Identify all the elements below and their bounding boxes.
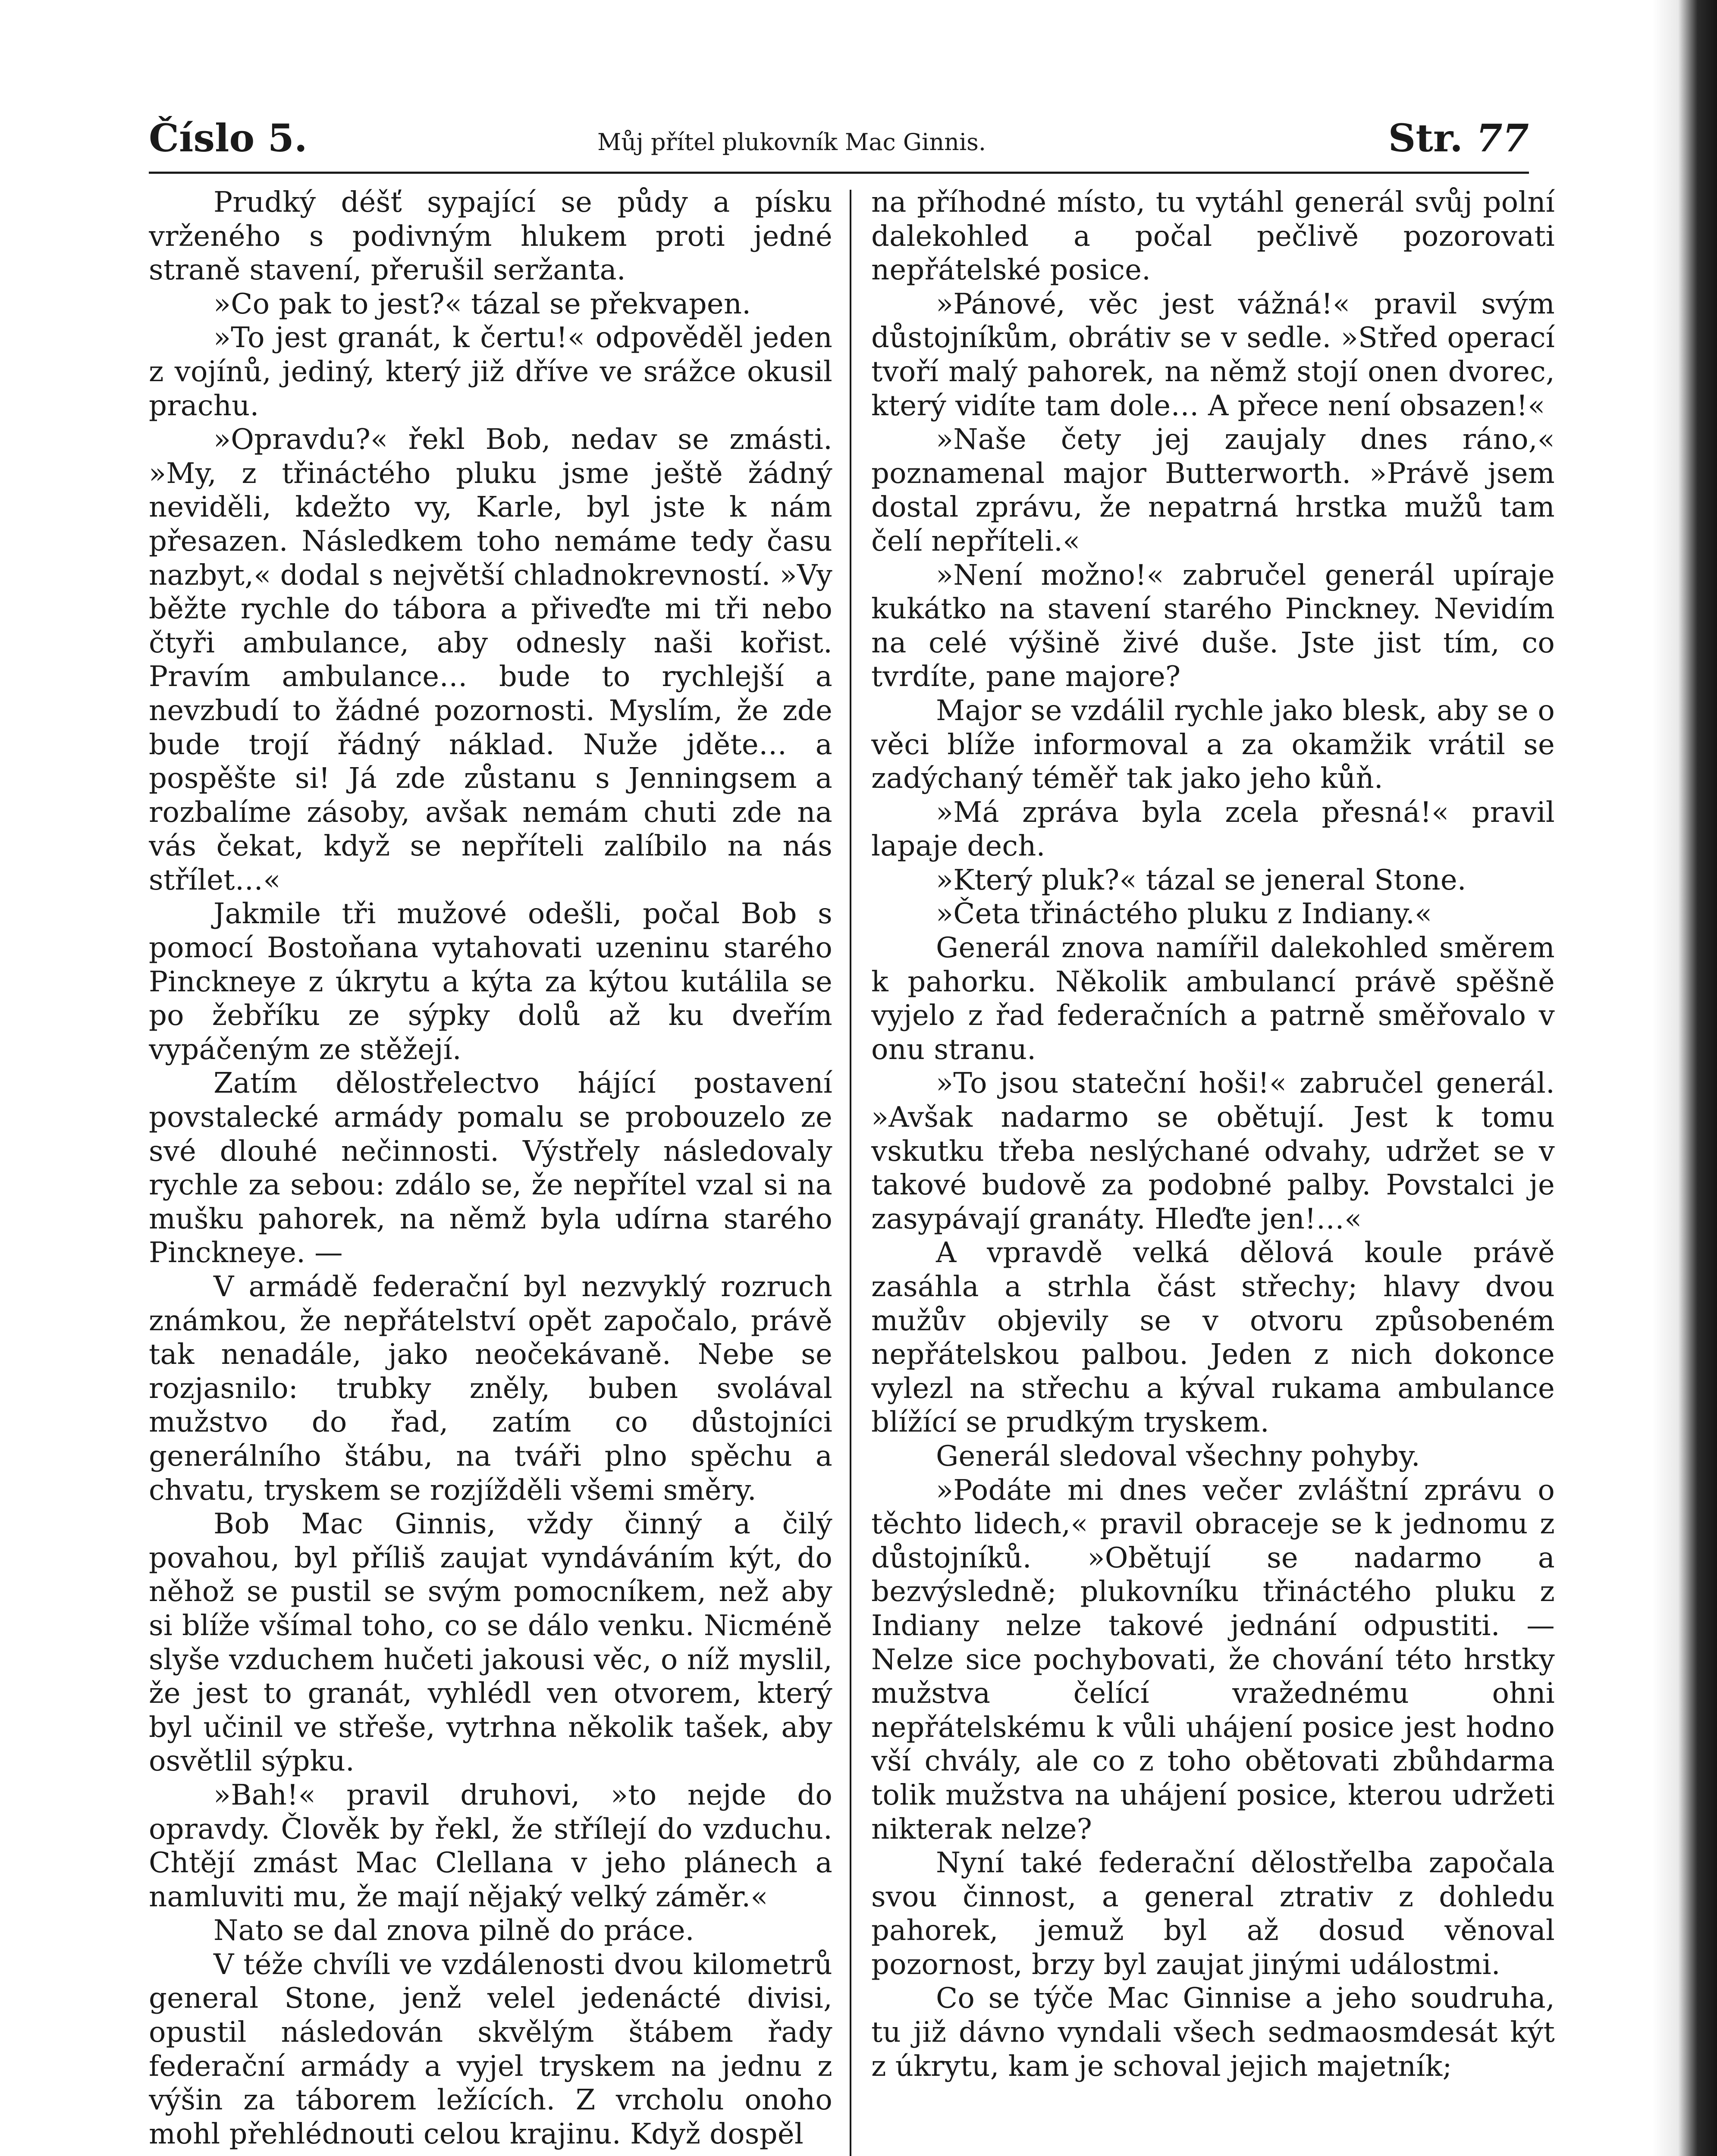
paragraph: »Četa třináctého pluku z Indiany.« — [936, 897, 1432, 931]
paragraph: »Co pak to jest?« tázal se překvapen. — [213, 287, 751, 320]
paragraph: Zatím dělostřelectvo hájící postavení povstalecké armády pomalu se probouzelo ze své dlouhé nečinnosti. Výstřely následovaly rychle za sebou: zdálo se, že nepřítel vzal si na mušku pahorek, na němž byla udírna starého Pinckneye. — — [149, 1067, 832, 1269]
paragraph: Jakmile tři mužové odešli, počal Bob s pomocí Bostoňana vytahovati uzeninu starého Pinckneye z úkrytu a kýta za kýtou kutálila se po žebříku ze sýpky dolů až ku dveřím vypáčeným ze stěžejí. — [149, 897, 832, 1066]
paragraph: Bob Mac Ginnis, vždy činný a čilý povahou, byl příliš zaujat vyndáváním kýt, do něhož se pustil se svým pomocníkem, než aby si blíže všímal toho, co se dálo venku. Nicméně slyše vzduchem hučeti jakousi věc, o níž myslil, že jest to granát, vyhlédl ven otvorem, který byl učinil ve střeše, vytrhna několik tašek, aby osvětlil sýpku. — [149, 1507, 832, 1778]
paragraph: »Naše čety jej zaujaly dnes ráno,« poznamenal major Butterworth. »Právě jsem dostal zprávu, že nepatrná hrstka mužů tam čelí nepříteli.« — [871, 423, 1555, 558]
running-title: Můj přítel plukovník Mac Ginnis. — [597, 128, 986, 156]
paragraph: »Má zpráva byla zcela přesná!« pravil lapaje dech. — [871, 796, 1555, 863]
paragraph: »Není možno!« zabručel generál upíraje kukátko na stavení starého Pinckney. Nevidím na celé výšině živé duše. Jste jist tím, co tvrdíte, pane majore? — [871, 558, 1555, 693]
paragraph: Nato se dal znova pilně do práce. — [213, 1914, 694, 1947]
paragraph: Generál znova namířil dalekohled směrem k pahorku. Několik ambulancí právě spěšně vyjelo z řad federačních a patrně směřovalo v onu stranu. — [871, 931, 1555, 1066]
paragraph: »Který pluk?« tázal se jeneral Stone. — [936, 863, 1466, 896]
page-label: Str. — [1388, 116, 1463, 160]
right-column — [871, 185, 1555, 2156]
paragraph: »Pánové, věc jest vážná!« pravil svým důstojníkům, obrátiv se v sedle. »Střed operací tvoří malý pahorek, na němž stojí onen dvorec, který vidíte tam dole… A přece není obsazen!« — [871, 287, 1555, 422]
paragraph: »Opravdu?« řekl Bob, nedav se zmásti. »My, z třináctého pluku jsme ještě žádný neviděli, kdežto vy, Karle, byl jste k nám přesazen. Následkem toho nemáme tedy času nazbyt,« dodal s největší chladnokrevností. »Vy běžte rychle do tábora a přiveďte mi tři nebo čtyři ambulance, aby odnesly naši kořist. Pravím ambulance… bude to rychlejší a nevzbudí to žádné pozornosti. Myslím, že zde bude trojí řádný náklad. Nuže jděte… a pospěšte si! Já zde zůstanu s Jenningsem a rozbalíme zásoby, avšak nemám chuti zde na vás čekat, když se nepříteli zalíbilo na nás střílet…« — [149, 423, 832, 896]
paragraph: A vpravdě velká dělová koule právě zasáhla a strhla část střechy; hlavy dvou mužův objevily se v otvoru způsobeném nepřátelskou palbou. Jeden z nich dokonce vylezl na střechu a kýval rukama ambulance blížící se prudkým tryskem. — [871, 1236, 1555, 1439]
header-rule — [149, 172, 1529, 174]
issue-number: Číslo 5. — [149, 116, 308, 160]
page-number — [1388, 116, 1529, 160]
paragraph: V téže chvíli ve vzdálenosti dvou kilometrů general Stone, jenž velel jedenácté divisi, opustil následován skvělým štábem řady federační armády a vyjel tryskem na jednu z výšin za táborem ležících. Z vrcholu onoho mohl přehlédnouti celou krajinu. Když dospěl — [149, 1948, 832, 2150]
paragraph: »To jsou stateční hoši!« zabručel generál. »Avšak nadarmo se obětují. Jest k tomu vskutku třeba neslýchané odvahy, udržet se v takové budově za podobné palby. Povstalci je zasypávají granáty. Hleďte jen!…« — [871, 1067, 1555, 1235]
paragraph: Prudký déšť sypající se půdy a písku vrženého s podivným hlukem proti jedné straně stavení, přerušil seržanta. — [149, 186, 832, 287]
paragraph: »To jest granát, k čertu!« odpověděl jeden z vojínů, jediný, který již dříve ve srážce okusil prachu. — [149, 321, 832, 422]
page-number-value: 77 — [1476, 116, 1529, 160]
column-divider — [850, 190, 851, 2156]
scanned-page-edge — [1652, 0, 1717, 2156]
paragraph: Major se vzdálil rychle jako blesk, aby se o věci blíže informoval a za okamžik vrátil se zadýchaný téměř tak jako jeho kůň. — [871, 694, 1555, 795]
paragraph: Co se týče Mac Ginnise a jeho soudruha, tu již dávno vyndali všech sedmaosmdesát kýt z úkrytu, kam je schoval jejich majetník; — [871, 1982, 1555, 2083]
left-column — [149, 185, 832, 2156]
running-header — [149, 116, 1529, 176]
paragraph: Nyní také federační dělostřelba započala svou činnost, a general ztrativ z dohledu pahorek, jemuž byl až dosud věnoval pozornost, brzy byl zaujat jinými událostmi. — [871, 1846, 1555, 1981]
paragraph-continuation: na příhodné místo, tu vytáhl generál svůj polní dalekohled a počal pečlivě pozorovati nepřátelské posice. — [871, 186, 1555, 287]
paragraph: »Podáte mi dnes večer zvláštní zprávu o těchto lidech,« pravil obraceje se k jednomu z důstojníků. »Obětují se nadarmo a bezvýsledně; plukovníku třináctého pluku z Indiany nelze takové jednání odpustiti. — Nelze sice pochybovati, že chování této hrstky mužstva čelící vražednému ohni nepřátelskému k vůli uhájení posice jest hodno vší chvály, ale co z toho obětovati zbůhdarma tolik mužstva na uhájení posice, kterou udržeti nikterak nelze? — [871, 1473, 1555, 1846]
paragraph: »Bah!« pravil druhovi, »to nejde do opravdy. Člověk by řekl, že střílejí do vzduchu. Chtějí zmást Mac Clellana v jeho plánech a namluviti mu, že mají nějaký velký záměr.« — [149, 1778, 832, 1913]
paragraph: V armádě federační byl nezvyklý rozruch známkou, že nepřátelství opět započalo, právě tak nenadále, jako neočekávaně. Nebe se rozjasnilo: trubky zněly, buben svolával mužstvo do řad, zatím co důstojníci generálního štábu, na tváři plno spěchu a chvatu, tryskem se rozjížděli všemi směry. — [149, 1270, 832, 1507]
paragraph: Generál sledoval všechny pohyby. — [936, 1439, 1420, 1473]
